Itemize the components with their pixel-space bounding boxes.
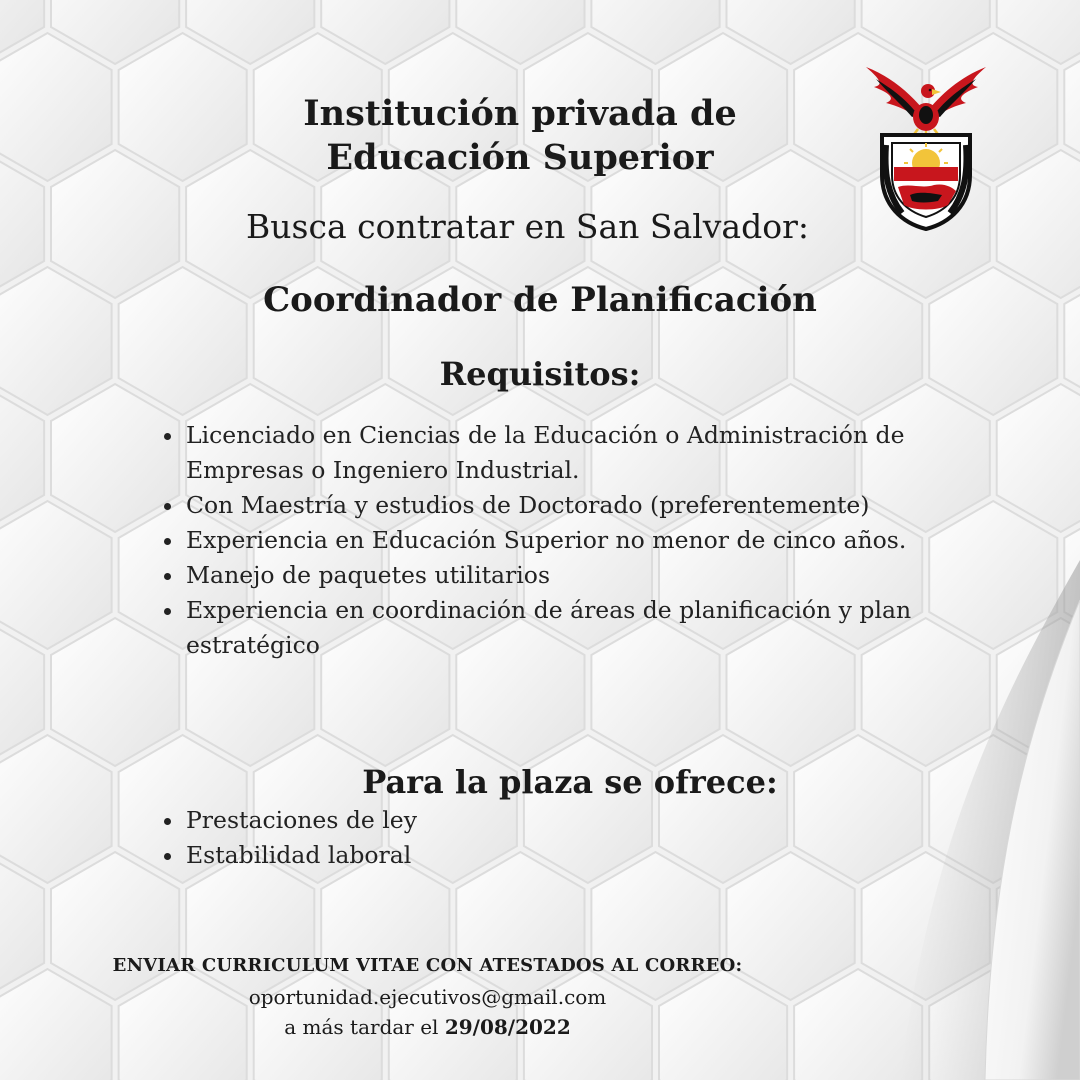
offer-list bbox=[186, 803, 686, 873]
subtitle: Busca contratar en San Salvador: bbox=[246, 207, 809, 246]
list-item: Estabilidad laboral bbox=[186, 838, 686, 873]
deadline-prefix: a más tardar el bbox=[284, 1015, 439, 1039]
offer-heading: Para la plaza se ofrece: bbox=[362, 763, 778, 801]
title-line-2: Educación Superior bbox=[326, 137, 714, 178]
contact-email: oportunidad.ejecutivos@gmail.com bbox=[248, 985, 607, 1009]
requirements-heading: Requisitos: bbox=[439, 355, 641, 393]
page-title bbox=[250, 92, 790, 180]
list-item: Licenciado en Ciencias de la Educación o Administración de Empresas o Ingeniero Industrial. bbox=[186, 418, 956, 488]
list-item: Con Maestría y estudios de Doctorado (preferentemente) bbox=[186, 488, 956, 523]
deadline bbox=[130, 1013, 725, 1041]
list-item: Experiencia en Educación Superior no menor de cinco años. bbox=[186, 523, 956, 558]
title-line-1: Institución privada de bbox=[303, 93, 737, 134]
deadline-date: 29/08/2022 bbox=[444, 1015, 571, 1039]
requirements-list bbox=[186, 418, 956, 663]
list-item: Manejo de paquetes utilitarios bbox=[186, 558, 956, 593]
list-item: Experiencia en coordinación de áreas de planificación y plan estratégico bbox=[186, 593, 956, 663]
footer-instruction: ENVIAR CURRICULUM VITAE CON ATESTADOS AL CORREO: bbox=[112, 955, 743, 976]
list-item: Prestaciones de ley bbox=[186, 803, 686, 838]
position-title: Coordinador de Planificación bbox=[263, 280, 817, 320]
eagle-crest-icon bbox=[862, 55, 990, 233]
